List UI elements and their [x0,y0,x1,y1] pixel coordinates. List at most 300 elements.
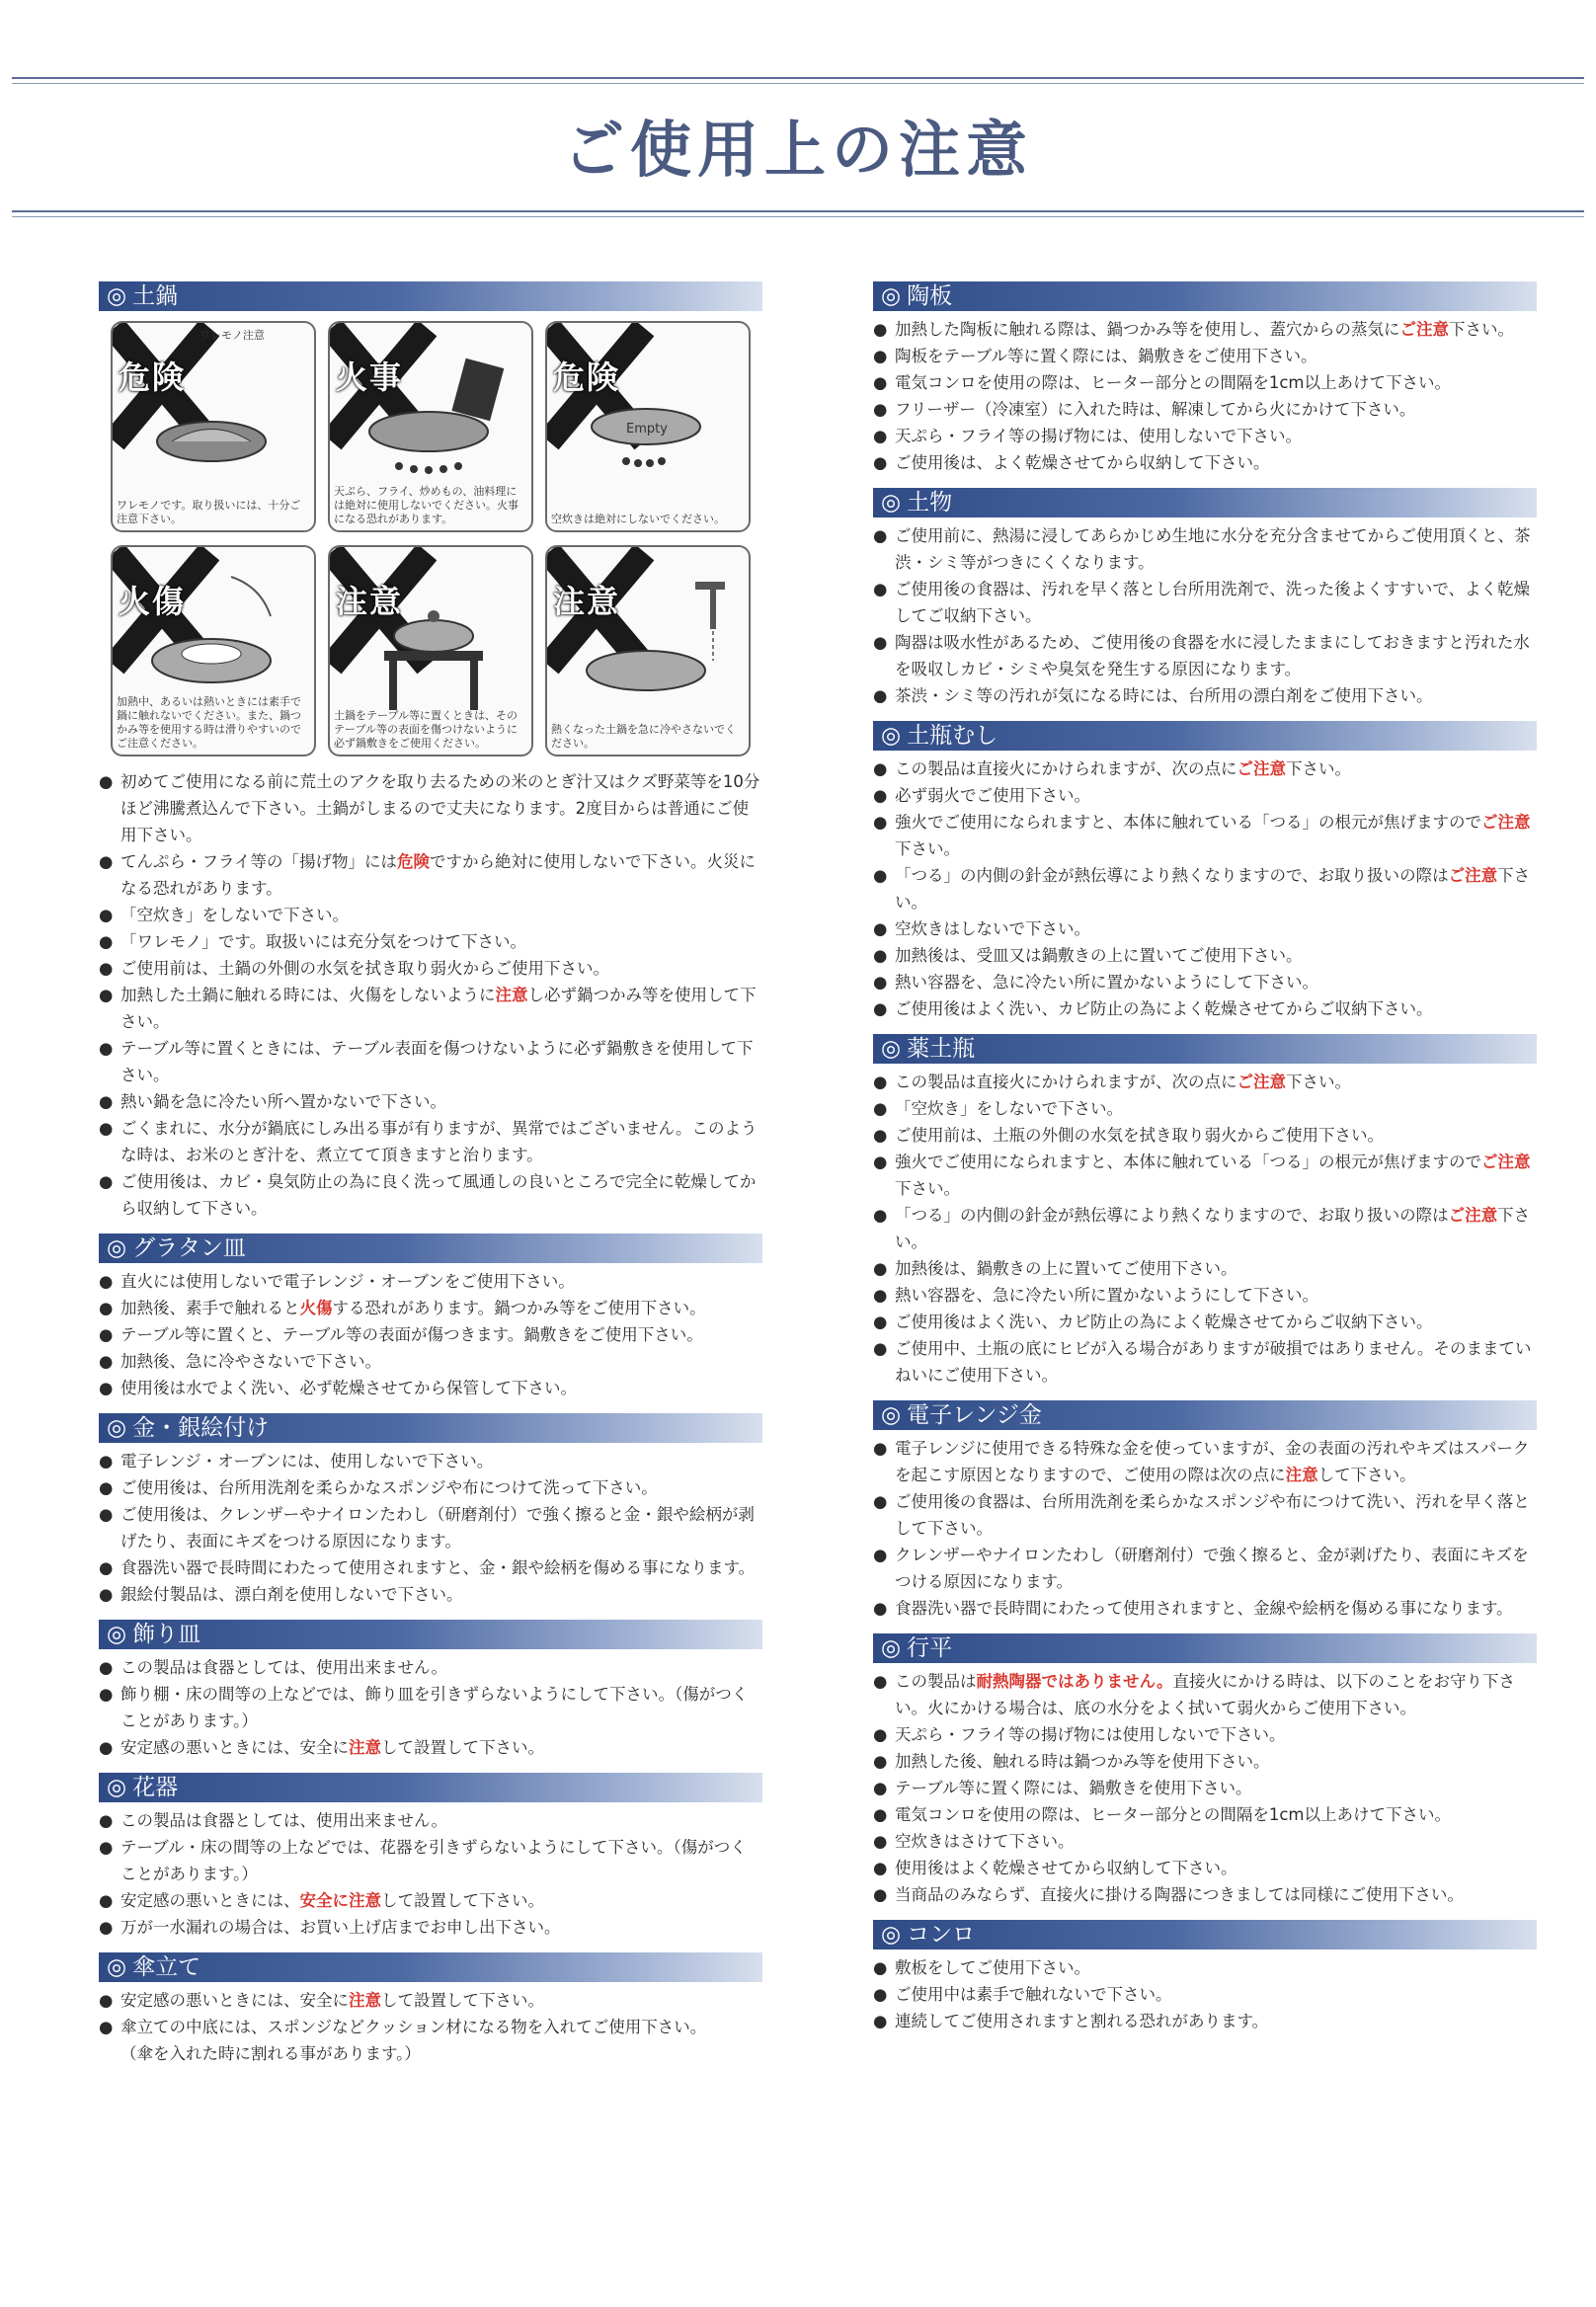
item-text: 安定感の悪いときには、 [120,1891,300,1910]
bullet-icon: ● [873,999,888,1018]
list-item [873,1335,1537,1389]
list-item [873,1069,1537,1095]
bullet-icon: ● [873,1958,888,1977]
bullet-icon: ● [873,427,888,445]
item-text: 加熱した後、触れる時は鍋つかみ等を使用下さい。 [895,1752,1270,1771]
pictogram-label: 火事 [336,358,404,396]
section-header: ◎ 行平 [873,1633,1537,1663]
item-text: 下さい。 [895,839,960,858]
item-text: てんぷら・フライ等の「揚げ物」には [120,852,398,871]
list-item [873,369,1537,396]
bullet-icon: ● [873,1779,888,1797]
bullet-icon: ● [99,1272,114,1291]
item-text: 下さい。 [1286,1073,1351,1091]
note-text: （傘を入れた時に割れる事があります。） [120,2044,421,2063]
section-donabe [99,281,762,1222]
section-header: ◎ 土物 [873,488,1537,517]
item-text: 空炊きはさけて下さい。 [895,1832,1075,1851]
bullet-icon: ● [99,1325,114,1344]
bullet-icon: ● [873,1339,888,1358]
item-text: 天ぷら・フライ等の揚げ物には、使用しないで下さい。 [895,427,1303,445]
bullet-icon: ● [99,1585,114,1604]
list-item [99,928,762,955]
item-text: 電気コンロを使用の際は、ヒーター部分との間隔を1cm以上あけて下さい。 [895,373,1451,392]
list-item [873,682,1537,709]
list-item [873,1855,1537,1881]
list-item [873,1748,1537,1775]
item-text: 陶器は吸水性があるため、ご使用後の食器を水に浸したままにしておきますと汚れた水を吸収しカビ・シミや臭気を発生する原因になります。 [895,633,1530,678]
pictogram-caption: ワレモノです。取り扱いには、十分ご注意下さい。 [117,499,301,525]
section-header: ◎ 陶板 [873,281,1537,311]
list-item [873,915,1537,942]
pictogram-label: 危険 [553,358,621,396]
bullet-icon: ● [873,1725,888,1744]
list-item [99,2014,762,2040]
top-rule-thin [12,83,1584,84]
list-item [873,862,1537,915]
page-title: ご使用上の注意 [562,114,1033,186]
list-item [99,1887,762,1914]
pictogram-label: 注意 [553,583,621,620]
item-text: 電子レンジ・オーブンには、使用しないで下さい。 [120,1452,494,1471]
list-item [873,1122,1537,1149]
list-item [873,995,1537,1022]
bullet-icon: ● [873,1752,888,1771]
section-kaki [99,1773,762,1941]
bullet-icon: ● [99,1092,114,1111]
section-header: ◎ 花器 [99,1773,762,1802]
bullet-icon: ● [873,580,888,598]
list-item [99,768,762,848]
bullet-icon: ● [873,1206,888,1225]
list-item [873,1801,1537,1828]
bullet-icon: ● [99,1352,114,1371]
pictogram-caption: 天ぷら、フライ、炒めもの、油料理には絶対に使用しないでください。火事になる恐れがあります。 [334,485,519,525]
list-item [873,1202,1537,1255]
item-text: 使用後はよく乾燥させてから収納して下さい。 [895,1859,1237,1877]
bullet-icon: ● [99,1811,114,1830]
item-text: ご使用前に、熱湯に浸してあらかじめ生地に水分を充分含ませてからご使用頂くと、茶渋・シミ等がつきにくくなります。 [895,526,1531,572]
pictogram-caption: 加熱中、あるいは熱いときには素手で鍋に触れないでください。また、鍋つかみ等を使用する時は滑りやすいのでご注意ください。 [117,695,301,750]
section-header: ◎ 金・銀絵付け [99,1413,762,1443]
item-text: 「つる」の内側の針金が熱伝導により熱くなりますので、お取り扱いの際は [895,866,1449,885]
bullet-icon: ● [99,1738,114,1757]
section-header: ◎ コンロ [873,1920,1537,1949]
list-item [873,396,1537,423]
list-item [873,1954,1537,1981]
bullet-icon: ● [99,1658,114,1677]
list-item [873,1542,1537,1595]
section-kazari [99,1620,762,1761]
warning-pictogram [545,321,751,532]
bullet-icon: ● [99,1838,114,1857]
bullet-icon: ● [99,1172,114,1191]
warning-highlight: ご注意 [1237,759,1286,778]
item-text: ご使用後はよく洗い、カビ防止の為によく乾燥させてからご収納下さい。 [895,999,1433,1018]
list-item [99,902,762,928]
list-item [99,1834,762,1887]
bullet-icon: ● [873,2012,888,2030]
item-text: 直火には使用しないで電子レンジ・オーブンをご使用下さい。 [120,1272,575,1291]
section-dobin [873,721,1537,1022]
item-text: 敷板をしてご使用下さい。 [895,1958,1090,1977]
list-item [99,1088,762,1115]
item-text: 加熱後、素手で触れると [120,1299,300,1317]
bullet-icon: ● [873,400,888,419]
bullet-icon: ● [873,347,888,365]
bullet-icon: ● [99,1379,114,1397]
bullet-icon: ● [873,919,888,938]
bullet-icon: ● [99,959,114,978]
item-text: この製品は食器としては、使用出来ません。 [120,1811,447,1830]
circle-mark-icon: ◎ [881,283,902,309]
bullet-icon: ● [99,1685,114,1704]
warning-pictogram [328,545,533,756]
item-text: 「つる」の内側の針金が熱伝導により熱くなりますので、お取り扱いの際は [895,1206,1449,1225]
item-text: 強火でご使用になられますと、本体に触れている「つる」の根元が焦げますので [895,813,1481,832]
list-item [99,1734,762,1761]
item-text: して下さい。 [1317,1466,1416,1484]
item-text: 熱い容器を、急に冷たい所に置かないようにして下さい。 [895,973,1318,992]
list-item [873,1488,1537,1542]
item-text: この製品は直接火にかけられますが、次の点に [895,759,1237,778]
item-text: ごくまれに、水分が鍋底にしみ出る事が有りますが、異常ではございません。このような時は、お米のとぎ汁を、煮立てて頂きますと治ります。 [120,1119,758,1164]
warning-highlight: 注意 [349,1991,381,2010]
pictogram-subtext: Empty [626,422,668,437]
list-item [873,1721,1537,1748]
warning-highlight: ご注意 [1237,1073,1286,1091]
item-text: 下さい。 [895,1206,1531,1251]
item-text: 銀絵付製品は、漂白剤を使用しないで下さい。 [120,1585,463,1604]
item-text: 茶渋・シミ等の汚れが気になる時には、台所用の漂白剤をご使用下さい。 [895,686,1433,705]
list-item [99,1375,762,1401]
list-item [873,1255,1537,1282]
circle-mark-icon: ◎ [881,1036,902,1062]
item-text: 安定感の悪いときには、安全に [120,1991,349,2010]
section-microwave-gold [873,1400,1537,1622]
bullet-icon: ● [873,1153,888,1171]
warning-highlight: 耐熱陶器ではありません。 [976,1672,1173,1691]
pictogram-label: 危険 [119,358,187,396]
bullet-icon: ● [873,1985,888,2004]
item-text: 「ワレモノ」です。取扱いには充分気をつけて下さい。 [120,932,527,951]
item-text: 電気コンロを使用の際は、ヒーター部分との間隔を1cm以上あけて下さい。 [895,1805,1451,1824]
top-rule [12,77,1584,79]
list-item [873,756,1537,782]
list-item [99,1115,762,1168]
list-item [99,982,762,1035]
list-item [873,942,1537,969]
item-text: 初めてご使用になる前に荒土のアクを取り去るための米のとぎ汁又はクズ野菜等を10分ほど沸騰煮込んで下さい。土鍋がしまるので丈夫になります。2度目からは普通にご使用下さい。 [120,772,760,844]
bullet-icon: ● [99,906,114,924]
circle-mark-icon: ◎ [107,1235,127,1261]
warning-highlight: 注意 [1285,1466,1318,1484]
bullet-icon: ● [99,2018,114,2036]
section-header: ◎ 土瓶むし [873,721,1537,751]
list-item [99,1501,762,1554]
list-item [99,1035,762,1088]
item-text: 下さい。 [895,866,1531,912]
item-text: 傘立ての中底には、スポンジなどクッション材になる物を入れてご使用下さい。 [120,2018,707,2036]
title-rule [12,210,1584,212]
list-item [99,1654,762,1681]
item-text: 空炊きはしないで下さい。 [895,919,1090,938]
list-item [99,955,762,982]
item-text: 加熱後は、鍋敷きの上に置いてご使用下さい。 [895,1259,1237,1278]
bullet-icon: ● [873,320,888,339]
warning-highlight: 火傷 [299,1299,333,1317]
item-text: 電子レンジに使用できる特殊な金を使っていますが、金の表面の汚れやキズはスパークを起こす原因となりますので、ご使用の際は次の点に [895,1439,1530,1484]
item-text: ご使用前は、土瓶の外側の水気を拭き取り弱火からご使用下さい。 [895,1126,1384,1145]
section-gold-silver [99,1413,762,1608]
list-item [873,1595,1537,1622]
bullet-icon: ● [873,1885,888,1904]
bullet-icon: ● [873,1126,888,1145]
item-text: 熱い鍋を急に冷たい所へ置かないで下さい。 [120,1092,446,1111]
circle-mark-icon: ◎ [107,1954,127,1980]
bullet-icon: ● [99,1991,114,2010]
item-text: 「空炊き」をしないで下さい。 [895,1099,1123,1118]
list-item [99,1295,762,1321]
pictogram-subtext: ワレモノ注意 [200,329,265,342]
bullet-icon: ● [99,986,114,1004]
bullet-icon: ● [99,1891,114,1910]
item-text: して設置して下さい。 [381,1991,544,2010]
bullet-icon: ● [99,1119,114,1138]
item-text: この製品は食器としては、使用出来ません。 [120,1658,447,1677]
list-item [873,522,1537,576]
warning-pictogram [328,321,533,532]
item-text: テーブル等に置くと、テーブル等の表面が傷つきます。鍋敷きをご使用下さい。 [120,1325,703,1344]
circle-mark-icon: ◎ [107,1622,127,1647]
warning-highlight: ご注意 [1481,813,1531,832]
bullet-icon: ● [873,686,888,705]
item-text: 加熱した陶板に触れる際は、鍋つかみ等を使用し、蓋穴からの蒸気に [895,320,1400,339]
item-text: 連続してご使用されますと割れる恐れがあります。 [895,2012,1269,2030]
section-yakudobin [873,1034,1537,1389]
section-gratin [99,1233,762,1401]
list-item [873,1775,1537,1801]
list-item [873,1309,1537,1335]
circle-mark-icon: ◎ [107,1415,127,1441]
item-text: 万が一水漏れの場合は、お買い上げ店までお申し出下さい。 [120,1918,561,1937]
circle-mark-icon: ◎ [881,1635,902,1661]
list-item [873,969,1537,995]
list-item [873,576,1537,629]
item-text: ご使用中、土瓶の底にヒビが入る場合がありますが破損ではありません。そのままていねいにご使用下さい。 [895,1339,1532,1385]
list-item [873,1828,1537,1855]
item-text: して設置して下さい。 [381,1891,544,1910]
section-header: ◎ 土鍋 [99,281,762,311]
right-column [873,281,1537,2046]
pictogram-caption: 土鍋をテーブル等に置くときは、そのテーブル等の表面を傷つけないように必ず鍋敷きをご使用ください。 [334,709,519,750]
bullet-icon: ● [873,946,888,965]
item-text: テーブル・床の間等の上などでは、花器を引きずらないようにして下さい。（傷がつくことがあります。） [120,1838,747,1883]
list-item [99,1321,762,1348]
item-text: ご使用中は素手で触れないで下さい。 [895,1985,1172,2004]
section-header: ◎ 傘立て [99,1952,762,1982]
warning-highlight: ご注意 [1448,866,1498,885]
item-text: 安定感の悪いときには、安全に [120,1738,349,1757]
circle-mark-icon: ◎ [881,490,902,516]
bullet-icon: ● [99,852,114,871]
bullet-icon: ● [873,1073,888,1091]
bullet-icon: ● [873,1313,888,1331]
bullet-icon: ● [873,1099,888,1118]
bullet-icon: ● [873,759,888,778]
bullet-icon: ● [99,1918,114,1937]
bullet-icon: ● [873,1492,888,1511]
item-text: ご使用後は、よく乾燥させてから収納して下さい。 [895,453,1270,472]
item-text: ご使用前は、土鍋の外側の水気を拭き取り弱火からご使用下さい。 [120,959,609,978]
section-header: ◎ 電子レンジ金 [873,1400,1537,1430]
warning-icon-grid [111,321,762,756]
item-text: ですから絶対に使用しないで下さい。火災になる恐れがあります。 [120,852,757,898]
list-item [873,1282,1537,1309]
bullet-icon: ● [99,932,114,951]
warning-pictogram [111,321,316,532]
section-header: ◎ 薬土瓶 [873,1034,1537,1064]
item-text: 加熱後は、受皿又は鍋敷きの上に置いてご使用下さい。 [895,946,1303,965]
item-text: ご使用後は、台所用洗剤を柔らかなスポンジや布につけて洗って下さい。 [120,1478,658,1497]
list-item [99,1348,762,1375]
item-text: 下さい。 [1286,759,1351,778]
bullet-icon: ● [873,453,888,472]
bullet-icon: ● [873,786,888,805]
list-item [99,1168,762,1222]
warning-pictogram [111,545,316,756]
list-item [99,1807,762,1834]
list-item [873,782,1537,809]
section-kasa [99,1952,762,2067]
warning-highlight: 危険 [397,852,431,871]
section-header: ◎ グラタン皿 [99,1233,762,1263]
section-yukihira [873,1633,1537,1908]
bullet-icon: ● [873,1599,888,1618]
warning-highlight: 注意 [495,986,528,1004]
section-header: ◎ 飾り皿 [99,1620,762,1649]
bullet-icon: ● [873,633,888,652]
list-item [99,1914,762,1941]
item-text: 下さい。 [1449,320,1514,339]
list-item [873,629,1537,682]
item-text: 加熱後、急に冷やさないで下さい。 [120,1352,381,1371]
pictogram-label: 火傷 [119,583,187,620]
circle-mark-icon: ◎ [107,283,127,309]
item-text: し必ず鍋つかみ等を使用して下さい。 [120,986,757,1031]
item-text: 下さい。 [895,1179,960,1198]
bullet-icon: ● [873,1286,888,1305]
list-item [873,1095,1537,1122]
circle-mark-icon: ◎ [881,1922,902,1948]
bullet-icon: ● [99,1452,114,1471]
item-text: フリーザー（冷凍室）に入れた時は、解凍してから火にかけて下さい。 [895,400,1416,419]
list-item [873,1881,1537,1908]
list-item [873,316,1537,343]
list-item [873,2008,1537,2034]
warning-highlight: 安全に注意 [299,1891,381,1910]
circle-mark-icon: ◎ [881,1402,902,1428]
bullet-icon: ● [99,1299,114,1317]
list-item [99,1681,762,1734]
item-text: 使用後は水でよく洗い、必ず乾燥させてから保管して下さい。 [120,1379,577,1397]
item-text: この製品は [895,1672,977,1691]
item-text: 直接火にかける時は、以下のことをお守り下さい。火にかける場合は、底の水分をよく拭いて弱火からご使用下さい。 [895,1672,1515,1717]
bullet-icon: ● [99,1505,114,1524]
warning-highlight: 注意 [349,1738,381,1757]
bullet-icon: ● [873,526,888,545]
bullet-icon: ● [873,866,888,885]
list-item [873,809,1537,862]
list-item [99,1987,762,2014]
item-text: 加熱した土鍋に触れる時には、火傷をしないように [120,986,496,1004]
item-text: この製品は直接火にかけられますが、次の点に [895,1073,1237,1091]
item-text: 熱い容器を、急に冷たい所に置かないようにして下さい。 [895,1286,1318,1305]
warning-highlight: ご注意 [1399,320,1449,339]
list-item [873,1668,1537,1721]
section-konro [873,1920,1537,2034]
warning-highlight: ご注意 [1481,1153,1531,1171]
item-text: 陶板をテーブル等に置く際には、鍋敷きをご使用下さい。 [895,347,1317,365]
circle-mark-icon: ◎ [107,1775,127,1800]
item-text: 天ぷら・フライ等の揚げ物には使用しないで下さい。 [895,1725,1286,1744]
section-domono [873,488,1537,709]
item-text: ご使用後は、カビ・臭気防止の為に良く洗って風通しの良いところで完全に乾燥してから収納して下さい。 [120,1172,757,1218]
list-item [99,1448,762,1474]
warning-highlight: ご注意 [1448,1206,1498,1225]
list-item [99,1474,762,1501]
pictogram-label: 注意 [336,583,404,620]
bullet-icon: ● [873,973,888,992]
list-item [99,1581,762,1608]
item-text: テーブル等に置くときには、テーブル表面を傷つけないように必ず鍋敷きを使用して下さい。 [120,1039,754,1084]
item-text: 必ず弱火でご使用下さい。 [895,786,1090,805]
item-text: ご使用後の食器は、汚れを早く落とし台所用洗剤で、洗った後よくすすいで、よく乾燥してご収納下さい。 [895,580,1531,625]
bullet-icon: ● [873,1259,888,1278]
list-item [99,1268,762,1295]
bullet-icon: ● [873,1832,888,1851]
circle-mark-icon: ◎ [881,723,902,749]
item-text: 「空炊き」をしないで下さい。 [120,906,349,924]
bullet-icon: ● [873,1859,888,1877]
item-text: する恐れがあります。鍋つかみ等をご使用下さい。 [332,1299,706,1317]
list-item [873,423,1537,449]
item-text: して設置して下さい。 [381,1738,544,1757]
item-text: 当商品のみならず、直接火に掛ける陶器につきましては同様にご使用下さい。 [895,1885,1464,1904]
list-item [99,1554,762,1581]
bullet-icon: ● [873,1546,888,1564]
left-column [99,281,762,2079]
bullet-icon: ● [873,373,888,392]
section-touban [873,281,1537,476]
item-text: ご使用後は、クレンザーやナイロンたわし（研磨剤付）で強く擦ると金・銀や絵柄が剥げたり、表面にキズをつける原因になります。 [120,1505,755,1551]
bullet-icon: ● [873,1439,888,1458]
bullet-icon: ● [99,1558,114,1577]
item-text: 食器洗い器で長時間にわたって使用されますと、金・銀や絵柄を傷める事になります。 [120,1558,756,1577]
item-text: 強火でご使用になられますと、本体に触れている「つる」の根元が焦げますので [895,1153,1481,1171]
list-item [873,1981,1537,2008]
item-text: 食器洗い器で長時間にわたって使用されますと、金線や絵柄を傷める事になります。 [895,1599,1513,1618]
list-item [873,343,1537,369]
warning-pictogram [545,545,751,756]
bullet-icon: ● [873,813,888,832]
item-text: ご使用後の食器は、台所用洗剤を柔らかなスポンジや布につけて洗い、汚れを早く落として下さい。 [895,1492,1530,1538]
item-text: 飾り棚・床の間等の上などでは、飾り皿を引きずらないようにして下さい。（傷がつくことがあります。） [120,1685,749,1730]
bullet-icon: ● [99,772,114,791]
list-item [873,1149,1537,1202]
list-item [99,848,762,902]
pictogram-caption: 熱くなった土鍋を急に冷やさないでください。 [551,723,736,750]
